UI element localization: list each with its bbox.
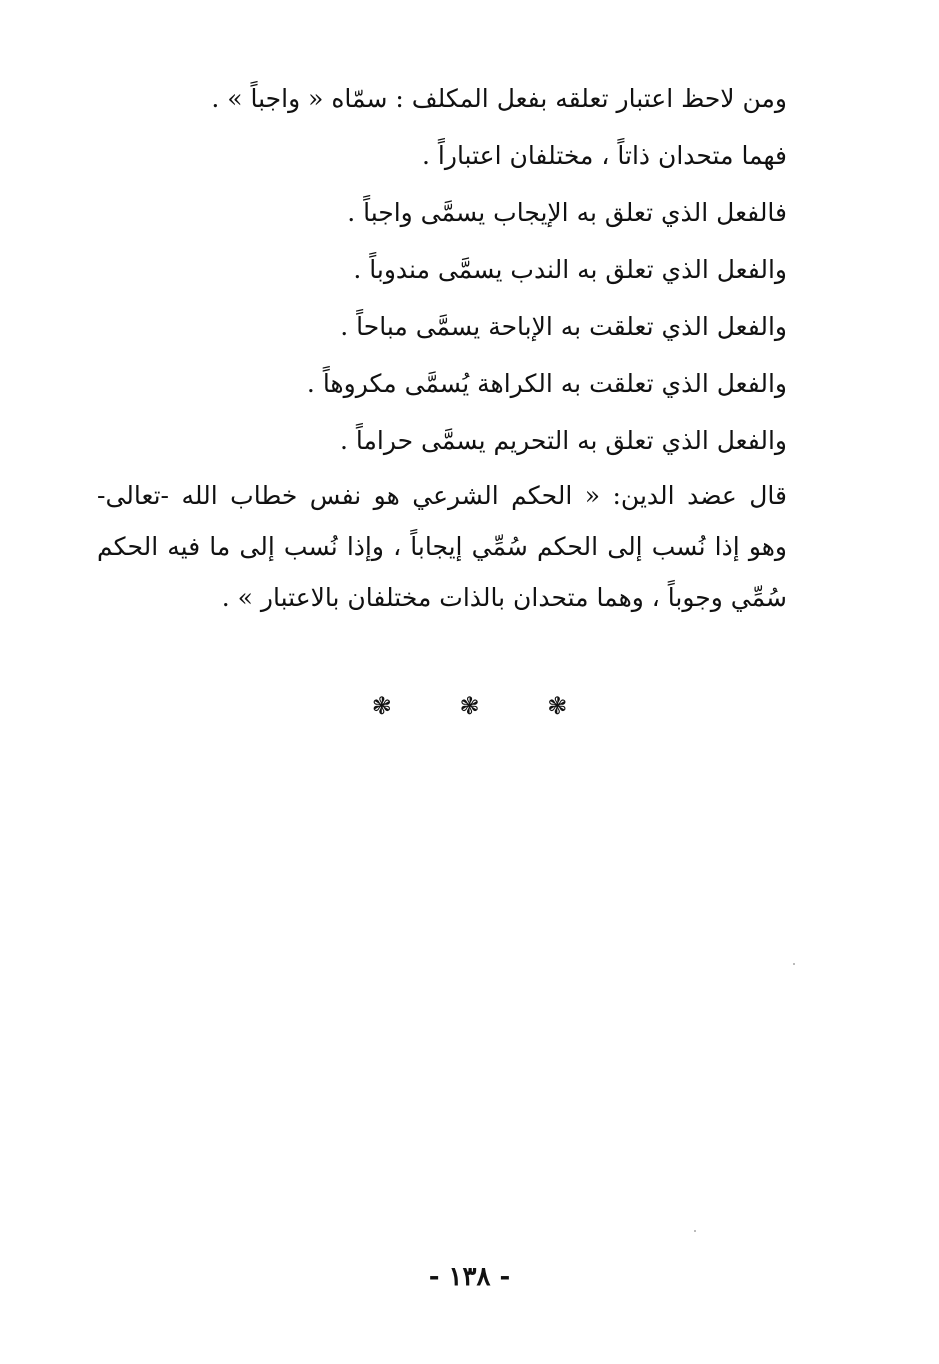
quoted-paragraph: قال عضد الدين: « الحكم الشرعي هو نفس خطاب الله -تعالى- وهو إذا نُسب إلى الحكم سُمِّي إيجاباً ، وإذا نُسب إلى ما فيه الحكم سُمِّي وجوباً ، وهما متحدان بالذات مختلفان بالاعتبار » . — [97, 481, 787, 612]
text-line: والفعل الذي تعلق به الندب يسمَّى مندوباً . — [353, 255, 787, 284]
text-line: ومن لاحظ اعتبار تعلقه بفعل المكلف : سمّاه « واجباً » . — [211, 84, 787, 113]
text-line: والفعل الذي تعلق به التحريم يسمَّى حراماً . — [340, 426, 787, 455]
asterism-icon: ❃ — [371, 692, 392, 720]
scan-speck — [793, 963, 795, 965]
text-line: والفعل الذي تعلقت به الإباحة يسمَّى مباحاً . — [340, 312, 787, 341]
text-line: فهما متحدان ذاتاً ، مختلفان اعتباراً . — [422, 141, 787, 170]
scan-speck — [694, 1230, 696, 1232]
text-line: والفعل الذي تعلقت به الكراهة يُسمَّى مكروهاً . — [306, 369, 787, 398]
text-line: فالفعل الذي تعلق به الإيجاب يسمَّى واجباً . — [347, 198, 787, 227]
asterism-icon: ❃ — [459, 692, 480, 720]
section-separator — [0, 692, 939, 720]
page-number: - ١٣٨ - — [428, 1262, 511, 1292]
main-text — [107, 74, 787, 473]
asterism-icon: ❃ — [547, 692, 568, 720]
